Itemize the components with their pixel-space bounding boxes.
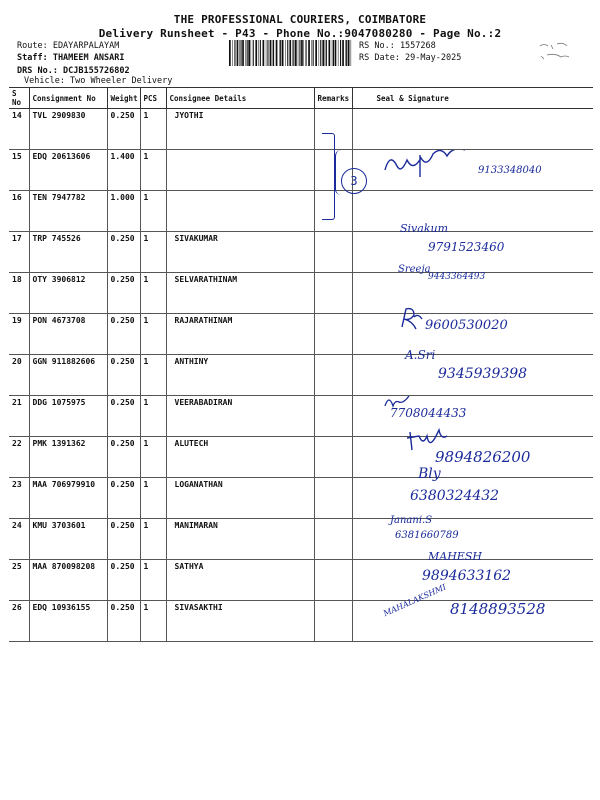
cell-pcs: 1 [140,273,166,314]
barcode-bar [298,40,299,66]
cell-sno: 24 [9,519,29,560]
barcode-bar [346,40,347,66]
corner-scribble [535,40,580,65]
barcode-bar [292,40,293,66]
rs-number: RS No.: 1557268 [359,41,436,51]
cell-consignment-no: DDG 1075975 [29,396,107,437]
phone-23: 6380324432 [410,488,500,504]
cell-pcs: 1 [140,191,166,232]
cell-sno: 17 [9,232,29,273]
cell-consignee [166,191,314,232]
cell-signature [352,191,593,232]
phone-24: 6381660789 [395,530,459,541]
barcode-bar [258,40,259,66]
cell-weight: 0.250 [107,232,140,273]
cell-consignment-no: MAA 870098208 [29,560,107,601]
cell-pcs: 1 [140,314,166,355]
cell-weight: 0.250 [107,355,140,396]
cell-consignment-no: EDQ 10936155 [29,601,107,642]
barcode-bar [285,40,286,66]
cell-sno: 22 [9,437,29,478]
cell-remarks [314,355,352,396]
cell-consignee: ANTHINY [166,355,314,396]
cell-consignee: SATHYA [166,560,314,601]
barcode-bar [325,40,326,66]
barcode-bar [293,40,294,66]
cell-weight: 0.250 [107,437,140,478]
bracket-mark [322,133,335,220]
barcode-bar [329,40,331,66]
barcode-bar [335,40,337,66]
col-consignee: Consignee Details [166,88,314,109]
signature-row-15 [380,150,490,185]
barcode-bar [241,40,242,66]
cell-sno: 20 [9,355,29,396]
cell-pcs: 1 [140,150,166,191]
barcode-bar [260,40,261,66]
col-signature: Seal & Signature [352,88,593,109]
barcode-bar [276,40,278,66]
phone-20: 9345939398 [438,366,528,382]
name-20: A.Sri [405,348,436,362]
runsheet-subtitle: Delivery Runsheet - P43 - Phone No.:9047080280 - Page No.:2 [98,27,502,40]
col-remarks: Remarks [314,88,352,109]
cell-pcs: 1 [140,396,166,437]
barcode-bar [313,40,314,66]
cell-weight: 0.250 [107,273,140,314]
company-title: THE PROFESSIONAL COURIERS, COIMBATORE [173,13,427,26]
col-sno: S No [9,88,29,109]
cell-pcs: 1 [140,355,166,396]
barcode-bar [315,40,317,66]
barcode-bar [320,40,321,66]
barcode-bar [263,40,265,66]
cell-remarks [314,273,352,314]
barcode-bar [311,40,312,66]
cell-consignee: JYOTHI [166,109,314,150]
cell-remarks [314,314,352,355]
cell-pcs: 1 [140,109,166,150]
barcode-bar [237,40,239,66]
phone-17: 9791523460 [428,240,505,254]
cell-remarks [314,396,352,437]
cell-consignment-no: KMU 3703601 [29,519,107,560]
cell-consignment-no: PMK 1391362 [29,437,107,478]
name-26: MAHALAKSHMI [382,582,448,619]
cell-sno: 19 [9,314,29,355]
cell-weight: 0.250 [107,601,140,642]
barcode-bar [248,40,250,66]
name-17: Sivakum [400,222,449,235]
cell-weight: 0.250 [107,396,140,437]
cell-pcs: 1 [140,560,166,601]
signature-row-19 [398,305,428,333]
barcode-bar [332,40,333,66]
table-row [9,191,593,232]
route-label: Route: EDAYARPALAYAM [17,41,120,51]
cell-signature [352,109,593,150]
cell-pcs: 1 [140,519,166,560]
cell-weight: 0.250 [107,109,140,150]
barcode-bar [242,40,244,66]
name-18: Sreeja [398,264,431,275]
cell-consignee: SIVASAKTHI [166,601,314,642]
barcode-bar [308,40,310,66]
barcode-bar [333,40,334,66]
rs-date: RS Date: 29-May-2025 [359,53,462,63]
barcode-bar [232,40,233,66]
barcode-bar [245,40,246,66]
staff-label: Staff: THAMEEM ANSARI [17,53,125,63]
cell-consignment-no: OTY 3906812 [29,273,107,314]
phone-25: 9894633162 [422,568,512,584]
cell-consignee [166,150,314,191]
phone-26: 8148893528 [450,600,546,618]
cell-remarks [314,437,352,478]
cell-consignee: SIVAKUMAR [166,232,314,273]
cell-remarks [314,560,352,601]
barcode-bar [301,40,303,66]
cell-pcs: 1 [140,232,166,273]
cell-consignment-no: PON 4673708 [29,314,107,355]
cell-weight: 0.250 [107,560,140,601]
barcode-bar [279,40,280,66]
barcode-bar [266,40,267,66]
barcode-bar [280,40,281,66]
cell-consignee: MANIMARAN [166,519,314,560]
barcode-bar [306,40,307,66]
cell-sno: 15 [9,150,29,191]
barcode-bar [342,40,344,66]
cell-consignee: RAJARATHINAM [166,314,314,355]
barcode-bar [229,40,231,66]
cell-weight: 0.250 [107,519,140,560]
barcode-bar [255,40,257,66]
barcode-bar [239,40,240,66]
col-consignment: Consignment No [29,88,107,109]
phone-15: 9133348040 [478,165,542,176]
table-row [9,109,593,150]
cell-weight: 1.400 [107,150,140,191]
cell-consignee: VEERABADIRAN [166,396,314,437]
cell-pcs: 1 [140,437,166,478]
cell-remarks [314,601,352,642]
cell-sno: 25 [9,560,29,601]
phone-19: 9600530020 [425,318,508,333]
barcode-bar [267,40,268,66]
cell-weight: 0.250 [107,478,140,519]
bracket-mark-inner [335,150,343,195]
table-row [9,478,593,519]
cell-consignment-no: MAA 706979910 [29,478,107,519]
cell-sno: 18 [9,273,29,314]
cell-consignee: LOGANATHAN [166,478,314,519]
cell-consignee: SELVARATHINAM [166,273,314,314]
cell-pcs: 1 [140,601,166,642]
barcode-bar [287,40,288,66]
barcode-bar [326,40,327,66]
barcode [228,40,353,66]
barcode-bar [247,40,248,66]
cell-remarks [314,478,352,519]
barcode-bar [253,40,254,66]
col-weight: Weight [107,88,140,109]
barcode-bar [272,40,273,66]
cell-sno: 23 [9,478,29,519]
barcode-bar [289,40,291,66]
col-pcs: PCS [140,88,166,109]
barcode-bar [234,40,235,66]
cell-sno: 16 [9,191,29,232]
barcode-bar [351,40,352,66]
barcode-bar [273,40,274,66]
cell-weight: 1.000 [107,191,140,232]
barcode-bar [295,40,297,66]
vehicle-label: Vehicle: Two Wheeler Delivery [24,76,173,86]
barcode-bar [340,40,341,66]
table-row [9,396,593,437]
cell-consignee: ALUTECH [166,437,314,478]
table-row [9,232,593,273]
circled-count: 3 [341,168,367,194]
table-header-row [9,88,593,109]
barcode-bar [251,40,252,66]
barcode-bar [319,40,320,66]
table-row [9,273,593,314]
cell-weight: 0.250 [107,314,140,355]
cell-consignment-no: GGN 911882606 [29,355,107,396]
cell-consignment-no: TRP 745526 [29,232,107,273]
phone-21: 7708044433 [390,406,467,420]
barcode-bar [348,40,350,66]
barcode-bar [299,40,300,66]
cell-consignment-no: TEN 7947782 [29,191,107,232]
cell-consignment-no: EDQ 20613606 [29,150,107,191]
phone-18: 9443364493 [428,272,486,282]
phone-22: 9894826200 [435,448,531,466]
cell-pcs: 1 [140,478,166,519]
drs-number: DRS No.: DCJB155726802 [17,66,130,76]
cell-sno: 21 [9,396,29,437]
barcode-bar [345,40,346,66]
cell-remarks [314,519,352,560]
cell-sno: 26 [9,601,29,642]
cell-remarks [314,232,352,273]
name-24: Janani.S [390,515,433,526]
name-23: Bly [418,466,441,482]
table-row [9,519,593,560]
barcode-bar [322,40,324,66]
barcode-bar [338,40,339,66]
barcode-bar [270,40,272,66]
barcode-bar [303,40,304,66]
barcode-bar [282,40,284,66]
name-25: MAHESH [428,550,482,563]
cell-sno: 14 [9,109,29,150]
cell-consignment-no: TVL 2909830 [29,109,107,150]
